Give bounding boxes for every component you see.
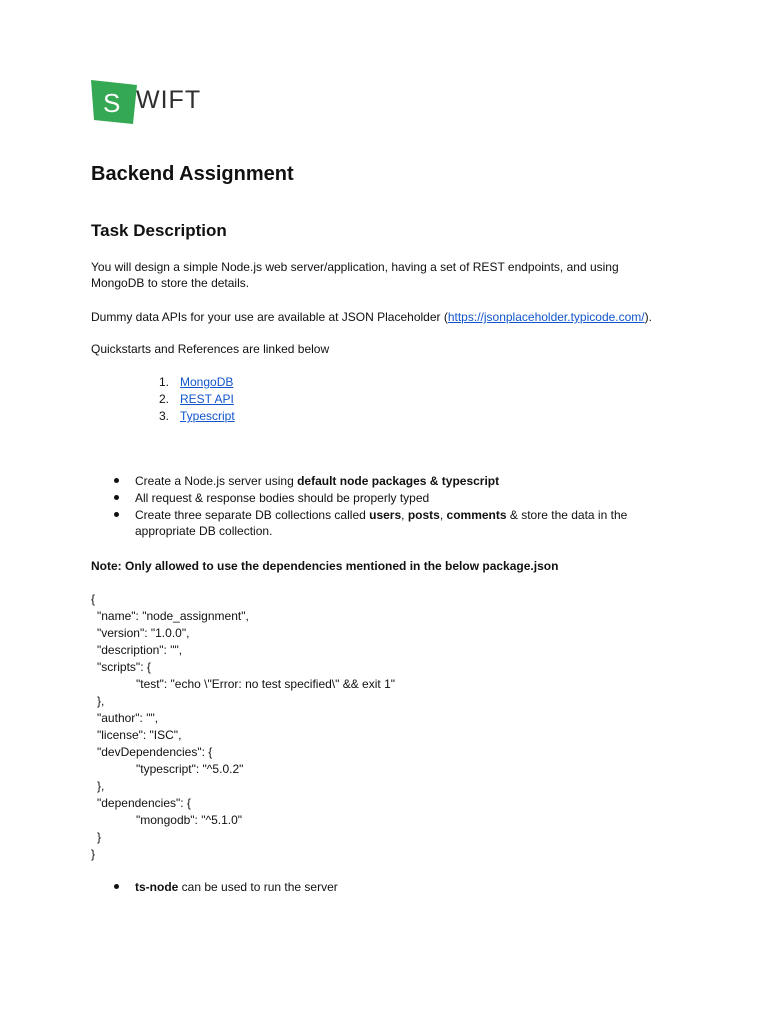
code-line: "scripts": { bbox=[97, 660, 151, 674]
requirement-item: All request & response bodies should be properly typed bbox=[114, 490, 627, 506]
swift-logo-mark bbox=[91, 80, 137, 124]
dummy-data-paragraph bbox=[91, 309, 652, 325]
final-bullet-list bbox=[114, 879, 338, 896]
code-line: "description": "", bbox=[97, 643, 183, 657]
document-title: Backend Assignment bbox=[91, 163, 294, 185]
logo-s-letter: S bbox=[103, 88, 121, 118]
ts-node-label: ts-node bbox=[135, 880, 179, 894]
mongodb-link[interactable]: MongoDB bbox=[180, 375, 234, 389]
code-line: "license": "ISC", bbox=[97, 728, 182, 742]
swift-logo-text: WIFT bbox=[136, 86, 202, 114]
task-description-heading: Task Description bbox=[91, 221, 227, 240]
swift-logo bbox=[91, 80, 211, 124]
dummy-data-prefix: Dummy data APIs for your use are available at JSON Placeholder ( bbox=[91, 310, 448, 324]
list-number: 1. bbox=[159, 375, 170, 389]
code-line: } bbox=[97, 830, 102, 844]
code-line: "typescript": "^5.0.2" bbox=[136, 762, 244, 776]
list-item bbox=[159, 408, 235, 425]
code-line: "devDependencies": { bbox=[97, 745, 213, 759]
references-list bbox=[159, 374, 235, 425]
typescript-link[interactable]: Typescript bbox=[180, 409, 235, 423]
list-number: 2. bbox=[159, 392, 170, 406]
assignment-description-line2: MongoDB to store the details. bbox=[91, 276, 250, 290]
rest-api-link[interactable]: REST API bbox=[180, 392, 234, 406]
code-line: "dependencies": { bbox=[97, 796, 191, 810]
list-number: 3. bbox=[159, 409, 170, 423]
code-line: "version": "1.0.0", bbox=[97, 626, 190, 640]
code-line: "test": "echo \"Error: no test specified\" && exit 1" bbox=[136, 677, 396, 691]
code-line: "name": "node_assignment", bbox=[97, 609, 249, 623]
code-line: { bbox=[91, 592, 96, 606]
assignment-description bbox=[91, 259, 619, 291]
code-line: "mongodb": "^5.1.0" bbox=[136, 813, 243, 827]
requirement-item: Create a Node.js server using default node packages & typescript bbox=[114, 473, 627, 489]
code-line: }, bbox=[97, 779, 105, 793]
dummy-data-suffix: ). bbox=[644, 310, 652, 324]
code-line: "author": "", bbox=[97, 711, 159, 725]
requirements-list bbox=[114, 473, 627, 540]
ts-node-bullet bbox=[114, 879, 338, 895]
requirement-item: Create three separate DB collections called users, posts, comments & store the data in the appropriate DB collection. bbox=[114, 507, 627, 539]
dependency-note: Note: Only allowed to use the dependencies mentioned in the below package.json bbox=[91, 559, 559, 573]
jsonplaceholder-link[interactable]: https://jsonplaceholder.typicode.com/ bbox=[447, 310, 645, 324]
code-line: }, bbox=[97, 694, 105, 708]
ts-node-text: can be used to run the server bbox=[178, 880, 338, 894]
list-item bbox=[159, 391, 235, 408]
code-line: } bbox=[91, 847, 96, 861]
package-json-code-block bbox=[91, 591, 395, 863]
list-item bbox=[159, 374, 235, 391]
references-intro: Quickstarts and References are linked below bbox=[91, 342, 330, 356]
assignment-description-line1: You will design a simple Node.js web server/application, having a set of REST endpoints, and using bbox=[91, 260, 619, 274]
